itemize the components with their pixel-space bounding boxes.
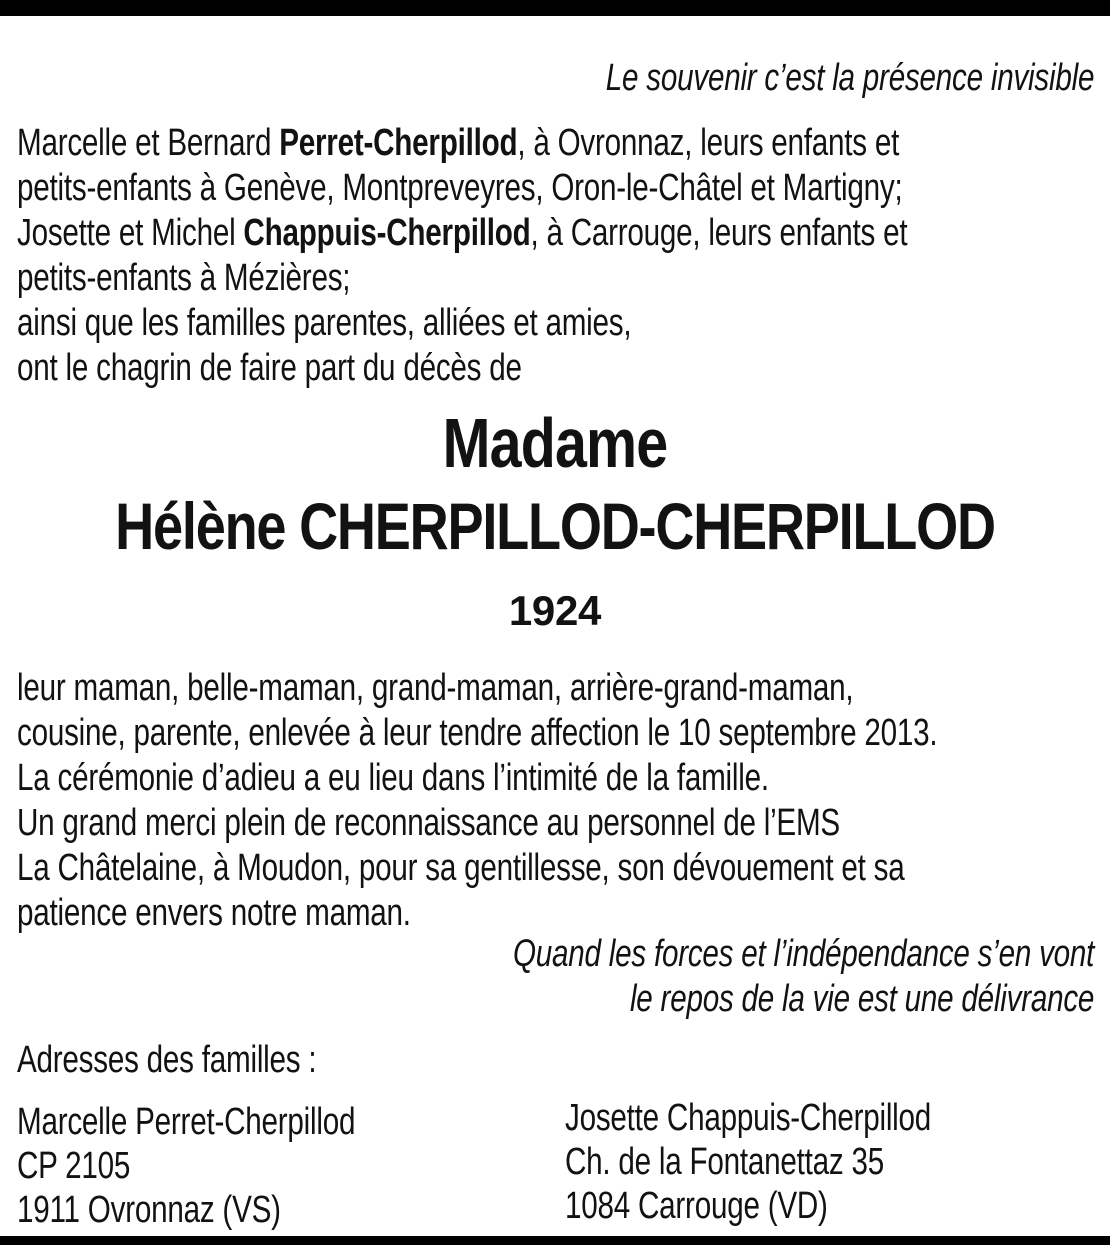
intro-line-1 [17, 121, 907, 166]
family-name-perret-cherpillod: Perret-Cherpillod [279, 122, 518, 164]
intro-line-4: petits-enfants à Mézières; [17, 257, 351, 299]
intro-line-3-pre: Josette et Michel [17, 212, 244, 254]
tribute-line-2: cousine, parente, enlevée à leur tendre affection le 10 septembre 2013. [17, 712, 938, 754]
addresses-heading: Adresses des familles : [17, 1039, 317, 1081]
tribute-line-4: Un grand merci plein de reconnaissance au personnel de l’EMS [17, 802, 840, 844]
family-name-chappuis-cherpillod: Chappuis-Cherpillod [243, 212, 531, 254]
closing-verse [513, 932, 1094, 1022]
verse-line-2: le repos de la vie est une délivrance [629, 978, 1094, 1020]
verse-line-1: Quand les forces et l’indépendance s’en vont [512, 933, 1094, 975]
tribute-line-3: La cérémonie d’adieu a eu lieu dans l’intimité de la famille. [17, 757, 769, 799]
address-left-city: 1911 Ovronnaz (VS) [17, 1189, 281, 1231]
intro-line-6: ont le chagrin de faire part du décès de [17, 347, 522, 389]
address-left-street: CP 2105 [17, 1145, 131, 1187]
deceased-title: Madame [442, 404, 668, 482]
intro-line-2: petits-enfants à Genève, Montpreveyres, Oron-le-Châtel et Martigny; [17, 167, 903, 209]
address-right-name: Josette Chappuis-Cherpillod [565, 1097, 932, 1139]
intro-paragraph [17, 121, 907, 391]
intro-line-1-pre: Marcelle et Bernard [17, 122, 280, 164]
top-rule [0, 0, 1110, 16]
address-family-chappuis [565, 1096, 931, 1228]
deceased-name: Hélène CHERPILLOD-CHERPILLOD [115, 489, 995, 563]
address-left-name: Marcelle Perret-Cherpillod [17, 1101, 356, 1143]
intro-line-3-post: , à Carrouge, leurs enfants et [530, 212, 908, 254]
bottom-rule [0, 1236, 1110, 1245]
tribute-line-6: patience envers notre maman. [17, 892, 411, 934]
address-family-perret [17, 1100, 355, 1232]
tribute-line-5: La Châtelaine, à Moudon, pour sa gentillesse, son dévouement et sa [17, 847, 905, 889]
tribute-paragraph [17, 666, 937, 936]
address-right-street: Ch. de la Fontanettaz 35 [565, 1141, 884, 1183]
deceased-birth-year: 1924 [508, 587, 602, 634]
epigraph-quote [606, 56, 1094, 101]
tribute-line-1: leur maman, belle-maman, grand-maman, arrière-grand-maman, [17, 667, 854, 709]
intro-line-3 [17, 211, 907, 256]
address-right-city: 1084 Carrouge (VD) [565, 1185, 828, 1227]
epigraph-line: Le souvenir c’est la présence invisible [605, 57, 1094, 99]
intro-line-5: ainsi que les familles parentes, alliées et amies, [17, 302, 632, 344]
intro-line-1-post: , à Ovronnaz, leurs enfants et [517, 122, 900, 164]
